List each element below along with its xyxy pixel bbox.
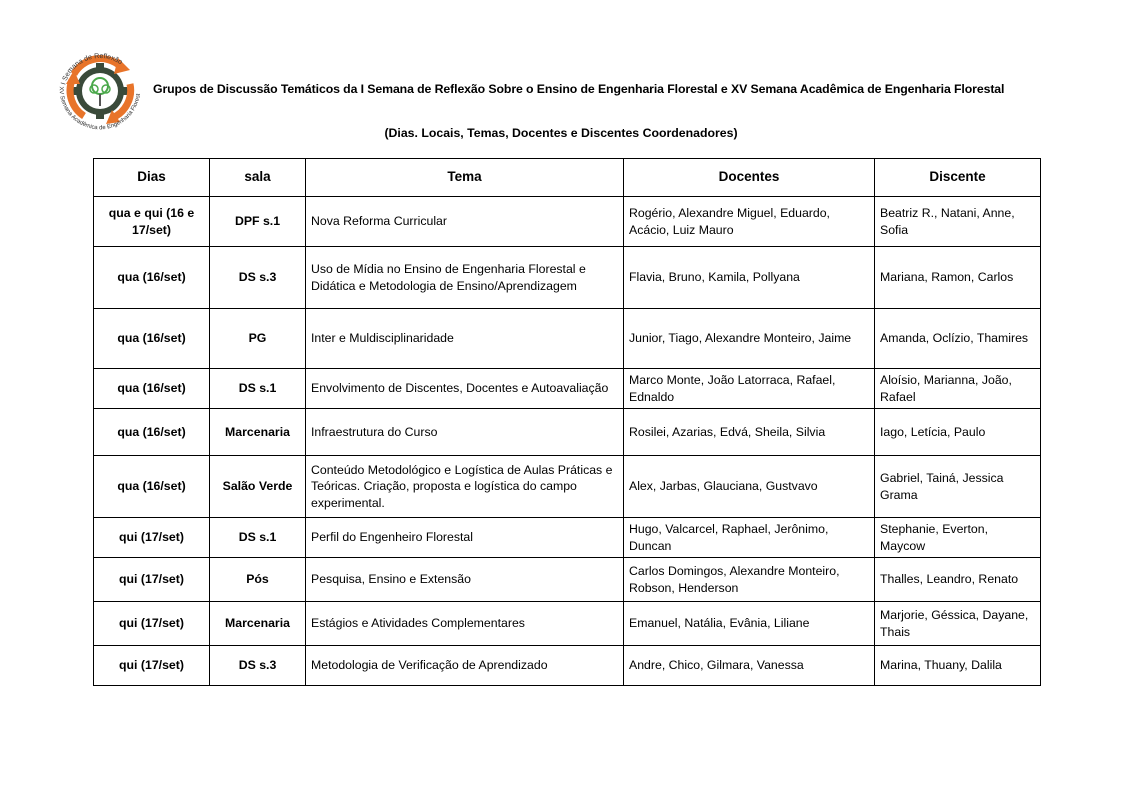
cell-tema: Nova Reforma Curricular (306, 197, 624, 247)
cell-docentes: Alex, Jarbas, Glauciana, Gustvavo (624, 456, 875, 518)
cell-discente: Iago, Letícia, Paulo (875, 409, 1041, 456)
logo-text-bottom: XV Semana Acadêmica de Engenharia Florest (57, 86, 143, 132)
table-row (94, 369, 1041, 409)
cell-sala: DPF s.1 (210, 197, 306, 247)
cell-tema: Perfil do Engenheiro Florestal (306, 518, 624, 558)
cell-tema: Estágios e Atividades Complementares (306, 602, 624, 646)
logo-emblem-icon (50, 44, 150, 136)
cell-tema: Uso de Mídia no Ensino de Engenharia Florestal e Didática e Metodologia de Ensino/Aprendizagem (306, 247, 624, 309)
cell-sala: PG (210, 309, 306, 369)
cell-tema: Metodologia de Verificação de Aprendizado (306, 646, 624, 686)
cell-docentes: Junior, Tiago, Alexandre Monteiro, Jaime (624, 309, 875, 369)
table-row (94, 602, 1041, 646)
cell-docentes: Rogério, Alexandre Miguel, Eduardo, Acácio, Luiz Mauro (624, 197, 875, 247)
table-row (94, 247, 1041, 309)
cell-discente: Marina, Thuany, Dalila (875, 646, 1041, 686)
cell-docentes: Emanuel, Natália, Evânia, Liliane (624, 602, 875, 646)
document-title: Grupos de Discussão Temáticos da I Semana de Reflexão Sobre o Ensino de Engenharia Florestal e XV Semana Acadêmica de Engenharia Florestal (153, 82, 1005, 96)
cell-discente: Gabriel, Tainá, Jessica Grama (875, 456, 1041, 518)
cell-tema: Conteúdo Metodológico e Logística de Aulas Práticas e Teóricas. Criação, proposta e logística do campo experimental. (306, 456, 624, 518)
cell-dias: qui (17/set) (94, 558, 210, 602)
cell-sala: Salão Verde (210, 456, 306, 518)
cell-discente: Thalles, Leandro, Renato (875, 558, 1041, 602)
cell-sala: Pós (210, 558, 306, 602)
cell-discente: Stephanie, Everton, Maycow (875, 518, 1041, 558)
cell-dias: qui (17/set) (94, 646, 210, 686)
table-row (94, 197, 1041, 247)
table-row (94, 309, 1041, 369)
logo-text-top: I Semana de Reflexão (60, 52, 124, 86)
cell-discente: Amanda, Oclízio, Thamires (875, 309, 1041, 369)
cell-sala: Marcenaria (210, 602, 306, 646)
cell-sala: DS s.3 (210, 646, 306, 686)
table-header-row (94, 159, 1041, 197)
column-header-discente: Discente (875, 159, 1041, 197)
cell-docentes: Marco Monte, João Latorraca, Rafael, Ednaldo (624, 369, 875, 409)
cell-dias: qua (16/set) (94, 247, 210, 309)
event-logo (50, 44, 150, 136)
cell-discente: Mariana, Ramon, Carlos (875, 247, 1041, 309)
cell-tema: Envolvimento de Discentes, Docentes e Autoavaliação (306, 369, 624, 409)
cell-sala: DS s.3 (210, 247, 306, 309)
cell-discente: Beatriz R., Natani, Anne, Sofia (875, 197, 1041, 247)
cell-dias: qui (17/set) (94, 518, 210, 558)
cell-dias: qua e qui (16 e 17/set) (94, 197, 210, 247)
table-row (94, 409, 1041, 456)
cell-sala: DS s.1 (210, 369, 306, 409)
cell-discente: Aloísio, Marianna, João, Rafael (875, 369, 1041, 409)
cell-dias: qua (16/set) (94, 409, 210, 456)
table-row (94, 518, 1041, 558)
cell-dias: qua (16/set) (94, 309, 210, 369)
cell-dias: qui (17/set) (94, 602, 210, 646)
cell-dias: qua (16/set) (94, 369, 210, 409)
column-header-sala: sala (210, 159, 306, 197)
cell-docentes: Carlos Domingos, Alexandre Monteiro, Robson, Henderson (624, 558, 875, 602)
column-header-tema: Tema (306, 159, 624, 197)
cell-tema: Pesquisa, Ensino e Extensão (306, 558, 624, 602)
column-header-dias: Dias (94, 159, 210, 197)
table-row (94, 646, 1041, 686)
cell-docentes: Andre, Chico, Gilmara, Vanessa (624, 646, 875, 686)
cell-docentes: Flavia, Bruno, Kamila, Pollyana (624, 247, 875, 309)
cell-sala: Marcenaria (210, 409, 306, 456)
table-row (94, 456, 1041, 518)
cell-sala: DS s.1 (210, 518, 306, 558)
cell-discente: Marjorie, Géssica, Dayane, Thais (875, 602, 1041, 646)
cell-docentes: Hugo, Valcarcel, Raphael, Jerônimo, Duncan (624, 518, 875, 558)
cell-tema: Inter e Muldisciplinaridade (306, 309, 624, 369)
document-subtitle: (Dias. Locais, Temas, Docentes e Discentes Coordenadores) (384, 126, 738, 140)
column-header-docentes: Docentes (624, 159, 875, 197)
table-row (94, 558, 1041, 602)
cell-docentes: Rosilei, Azarias, Edvá, Sheila, Silvia (624, 409, 875, 456)
discussion-groups-table (93, 158, 1041, 686)
cell-tema: Infraestrutura do Curso (306, 409, 624, 456)
cell-dias: qua (16/set) (94, 456, 210, 518)
